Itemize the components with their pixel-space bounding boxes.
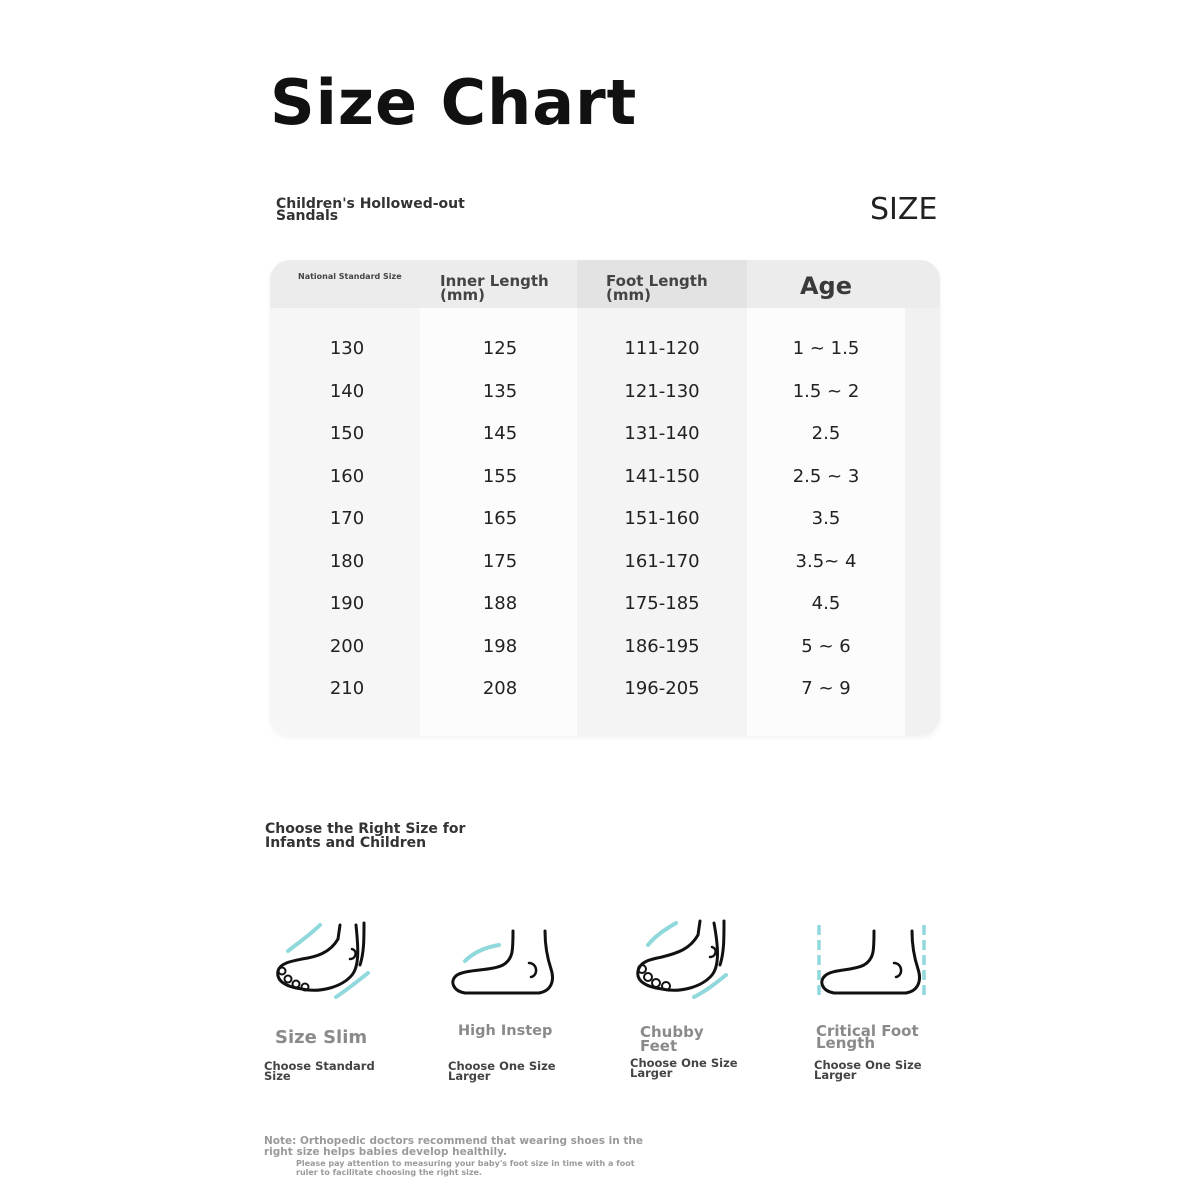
cell-foot-length: 121-130 <box>624 380 700 402</box>
cell-age: 1 ~ 1.5 <box>792 338 860 359</box>
table-row <box>270 456 940 499</box>
guide-item-tip: Choose Standard Size <box>264 1059 375 1083</box>
cell-size: 150 <box>329 423 365 444</box>
guide-item-name: Size Slim <box>275 1027 368 1048</box>
high-instep-foot-icon <box>447 905 557 1005</box>
table-row <box>270 498 940 541</box>
header-national-standard-size: National Standard Size <box>298 272 402 281</box>
cell-foot-length: 196-205 <box>624 678 700 699</box>
cell-age: 1.5 ~ 2 <box>792 380 860 402</box>
cell-size: 210 <box>329 678 365 699</box>
cell-age: 3.5 <box>811 508 841 529</box>
cell-inner-length: 208 <box>482 678 518 699</box>
guide-item-tip: Choose One Size Larger <box>814 1058 922 1082</box>
table-row <box>270 371 940 414</box>
cell-size: 170 <box>329 508 365 529</box>
guide-item-name: Critical Foot Length <box>816 1022 919 1052</box>
table-row <box>270 668 940 711</box>
cell-size: 130 <box>329 338 365 359</box>
cell-age: 2.5 ~ 3 <box>792 465 860 487</box>
guide-item-tip: Choose One Size Larger <box>630 1056 738 1080</box>
cell-inner-length: 125 <box>482 338 518 359</box>
cell-foot-length: 151-160 <box>624 508 700 529</box>
guide-item-size-slim <box>264 905 418 1083</box>
cell-inner-length: 175 <box>482 550 518 572</box>
header-age: Age <box>799 272 853 300</box>
guide-item-name: Chubby Feet <box>640 1023 704 1055</box>
size-table <box>270 260 940 736</box>
chubby-foot-icon <box>630 905 740 1005</box>
size-label: SIZE <box>870 192 938 227</box>
cell-foot-length: 131-140 <box>624 423 700 444</box>
guide-item-high-instep <box>447 905 597 1083</box>
cell-size: 180 <box>329 550 365 572</box>
cell-age: 5 ~ 6 <box>801 635 851 657</box>
cell-size: 200 <box>329 635 365 657</box>
footnote-line-2: Please pay attention to measuring your baby's foot size in time with a foot ruler to facilitate choosing the right size. <box>296 1159 635 1177</box>
page-title: Size Chart <box>270 66 638 139</box>
cell-foot-length: 175-185 <box>624 593 700 614</box>
cell-age: 2.5 <box>811 423 841 444</box>
cell-foot-length: 186-195 <box>624 635 700 657</box>
table-row <box>270 583 940 626</box>
cell-age: 7 ~ 9 <box>801 678 851 699</box>
cell-size: 190 <box>329 593 365 614</box>
guide-title: Choose the Right Size for Infants and Children <box>265 821 466 851</box>
header-inner-length: Inner Length (mm) <box>440 272 549 304</box>
cell-inner-length: 165 <box>482 508 518 529</box>
cell-inner-length: 188 <box>482 593 518 614</box>
cell-foot-length: 111-120 <box>624 338 700 359</box>
slim-foot-icon <box>268 905 378 1005</box>
cell-size: 140 <box>329 380 365 402</box>
product-name: Children's Hollowed-out Sandals <box>276 196 465 224</box>
cell-inner-length: 135 <box>482 380 518 402</box>
footnote <box>264 1136 644 1177</box>
table-row <box>270 328 940 371</box>
table-body <box>270 328 940 711</box>
guide-item-chubby-feet <box>630 905 780 1080</box>
cell-age: 3.5~ 4 <box>795 550 857 572</box>
cell-inner-length: 155 <box>482 465 518 487</box>
cell-foot-length: 161-170 <box>624 550 700 572</box>
guide-item-critical-foot-length <box>814 905 964 1082</box>
guide-item-tip: Choose One Size Larger <box>448 1059 556 1083</box>
header-foot-length: Foot Length (mm) <box>606 272 708 304</box>
cell-age: 4.5 <box>811 593 841 614</box>
table-row <box>270 626 940 669</box>
table-row <box>270 541 940 584</box>
cell-foot-length: 141-150 <box>624 465 700 487</box>
cell-inner-length: 198 <box>482 635 518 657</box>
table-row <box>270 413 940 456</box>
cell-size: 160 <box>329 465 365 487</box>
footnote-line-1: Note: Orthopedic doctors recommend that wearing shoes in the right size helps babies develop healthily. <box>264 1135 643 1158</box>
guide-item-name: High Instep <box>458 1023 553 1039</box>
cell-inner-length: 145 <box>482 423 518 444</box>
critical-length-foot-icon <box>814 905 934 1005</box>
